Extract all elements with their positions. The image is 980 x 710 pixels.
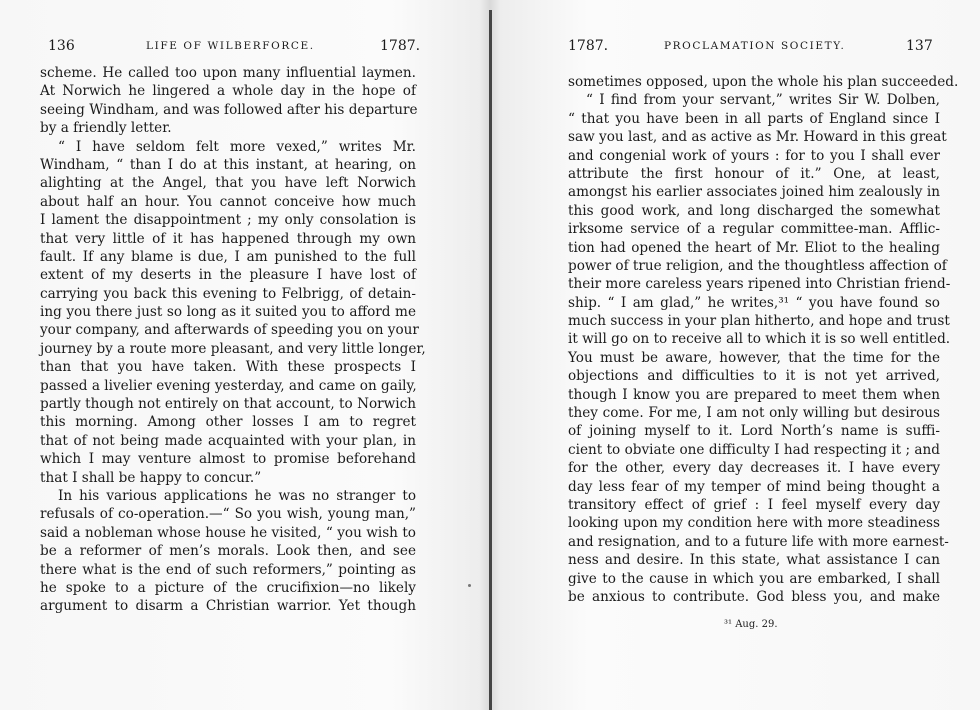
text-line: partly though not entirely on that account, to Norwich [40,396,416,413]
text-line: that I shall be happy to concur.” [40,469,262,486]
text-line: though I know you are prepared to meet them when [568,386,940,403]
text-line: be a reformer of men’s morals. Look then, and see [40,543,416,560]
text-line: that of not being made acquainted with your plan, in [40,432,416,449]
text-line: tion had opened the heart of Mr. Eliot to the healing [568,239,940,256]
text-line: than that you have taken. With these prospects I [40,359,416,376]
text-line: refusals of co-operation.—“ So you wish, young man,” [40,506,416,523]
text-line: ship. “ I am glad,” he writes,³¹ “ you have found so [568,294,940,311]
text-line: fault. If any blame is due, I am punished to the full [40,248,416,265]
text-line: looking upon my condition here with more steadiness [568,515,940,532]
right-year: 1787. [568,38,609,54]
left-running-title: LIFE OF WILBERFORCE. [146,40,315,52]
text-line: this good work, and long discharged the somewhat [568,202,940,219]
text-line: journey by a route more pleasant, and very little longer, [40,340,426,357]
text-line: be anxious to contribute. God bless you, and make [568,588,940,605]
text-line: this morning. Among other losses I am to regret [40,414,416,431]
text-line: ing you there just so long as it suited you to afford me [40,304,416,321]
text-line: I lament the disappointment ; my only consolation is [40,212,416,229]
text-line: objections and difficulties to it is not yet arrived, [568,368,940,385]
right-page [492,0,980,710]
text-line: passed a livelier evening yesterday, and came on gaily, [40,377,417,394]
left-page-header [48,38,421,58]
text-line: cient to obviate one difficulty I had respecting it ; and [568,441,940,458]
text-line: scheme. He called too upon many influential laymen. [40,65,416,81]
right-page-header [568,38,934,58]
text-line: day less fear of my temper of mind being thought a [568,478,940,495]
text-line: give to the cause in which you are embarked, I shall [568,570,940,587]
scan-speck [468,584,471,587]
text-line: Windham, “ than I do at this instant, at hearing, on [40,156,416,173]
text-line: that very little of it has happened through my own [40,230,416,247]
text-line: seeing Windham, and was followed after his departure [40,101,418,118]
text-line: amongst his earlier associates joined him zealously in [568,184,940,201]
text-line: sometimes opposed, upon the whole his plan succeeded. [568,74,959,90]
text-line: argument to disarm a Christian warrior. Yet though [40,598,416,615]
text-line: alighting at the Angel, that you have left Norwich [40,175,416,192]
text-line: saw you last, and as active as Mr. Howard in this great [568,129,947,146]
left-page-body [40,64,426,616]
left-page-number: 136 [48,38,75,54]
left-page [0,0,489,710]
text-line: At Norwich he lingered a whole day in the hope of [40,83,416,100]
text-line: he spoke to a picture of the crucifixion—no likely [40,579,416,596]
left-year: 1787. [380,38,421,54]
right-page-body [568,73,959,606]
text-line: there what is the end of such reformers,” pointing as [40,561,416,578]
text-line: power of true religion, and the thoughtless affection of [568,257,947,274]
text-line: which I may venture almost to promise beforehand [40,451,416,468]
text-line: for the other, every day decreases it. I have every [568,460,940,477]
text-line: transitory effect of grief : I feel myself every day [568,496,940,513]
text-line: your company, and afterwards of speeding you on your [40,322,419,339]
text-line: You must be aware, however, that the time for the [568,349,940,366]
text-line: by a friendly letter. [40,120,172,137]
text-line: “ I find from your servant,” writes Sir W. Dolben, [586,92,940,109]
footnote: ³¹ Aug. 29. [724,619,778,630]
text-line: their more careless years ripened into Christian friend- [568,276,951,293]
text-line: “ I have seldom felt more vexed,” writes Mr. [58,138,416,155]
text-line: much success in your plan hitherto, and hope and trust [568,313,950,330]
text-line: irksome service of a regular committee-man. Afflic- [568,221,940,238]
text-line: attribute the first honour of it.” One, at least, [568,165,940,182]
text-line: of joining myself to it. Lord North’s name is suffi- [568,423,940,440]
text-line: it will go on to receive all to which it is so well entitled. [568,331,951,348]
text-line: “ that you have been in all parts of England since I [568,110,940,127]
text-line: extent of my deserts in the pleasure I have lost of [40,267,416,284]
text-line: about half an hour. You cannot conceive how much [40,193,416,210]
text-line: they come. For me, I am not only willing but desirous [568,405,940,422]
text-line: and congenial work of yours : for to you I shall ever [568,147,940,164]
text-line: and resignation, and to a future life with more earnest- [568,533,949,550]
text-line: In his various applications he was no stranger to [58,487,416,504]
text-line: said a nobleman whose house he visited, “ you wish to [40,524,416,541]
text-line: carrying you back this evening to Felbrigg, of detain- [40,285,416,302]
right-page-number: 137 [906,38,933,54]
text-line: ness and desire. In this state, what assistance I can [568,552,940,569]
right-running-title: PROCLAMATION SOCIETY. [664,40,846,52]
